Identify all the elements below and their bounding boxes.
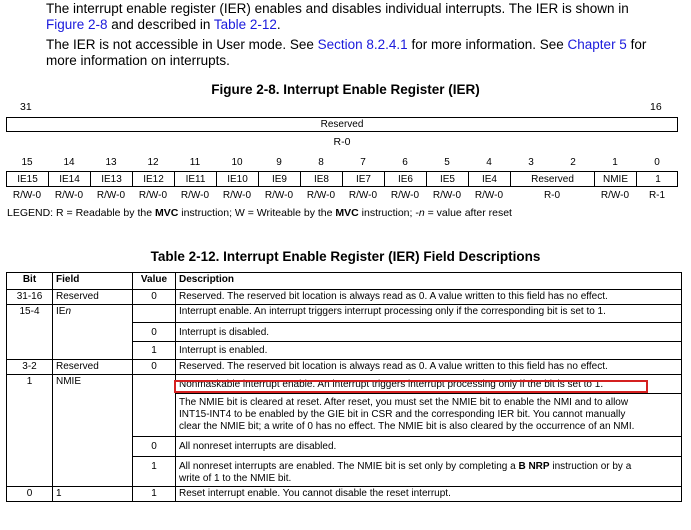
register-field: IE13 — [91, 172, 133, 186]
register-field: Reserved — [511, 172, 595, 186]
field-access: R/W-0 — [474, 190, 504, 201]
field-access: R/W-0 — [138, 190, 168, 201]
lower-access-row — [6, 190, 678, 204]
cell-field — [53, 394, 133, 437]
cell-field: NMIE — [53, 375, 133, 394]
header-value: Value — [133, 273, 176, 290]
figure-2-8-link[interactable]: Figure 2-8 — [46, 17, 108, 32]
legend-text: instruction; - — [358, 207, 419, 219]
table-header-row — [7, 273, 682, 290]
intro-paragraph-2 — [46, 37, 666, 69]
intro-text: . — [276, 17, 281, 32]
cell-description: Interrupt is enabled. — [176, 342, 682, 360]
bit-number: 11 — [189, 157, 201, 168]
legend-text: n — [418, 207, 425, 219]
register-field: 1 — [655, 173, 661, 185]
cell-value — [133, 375, 176, 394]
cell-bit: 15-4 — [7, 305, 53, 323]
register-field: IE11 — [175, 172, 217, 186]
cell-field — [53, 342, 133, 360]
cell-description: Reserved. The reserved bit location is always read as 0. A value written to this field has no effect. — [176, 290, 682, 305]
register-field: IE15 — [7, 172, 49, 186]
table-row — [7, 290, 682, 305]
bit-number: 12 — [147, 157, 159, 168]
bit-number: 9 — [276, 157, 282, 168]
figure-legend — [7, 207, 512, 219]
bit-number: 3 — [528, 157, 534, 168]
legend-text: MVC — [154, 207, 179, 219]
desc-line: clear the NMIE bit; a write of 0 has no effect. The NMIE bit is also cleared by the occurrence of an NMI. — [179, 421, 635, 432]
table-row — [7, 437, 682, 457]
cell-description — [176, 394, 682, 437]
cell-value: 0 — [133, 360, 176, 375]
legend-text: MVC — [335, 207, 359, 219]
cell-value — [133, 305, 176, 323]
cell-value — [133, 394, 176, 437]
bit-number: 15 — [21, 157, 33, 168]
cell-description: All nonreset interrupts are disabled. — [176, 437, 682, 457]
cell-bit — [7, 323, 53, 342]
cell-bit: 3-2 — [7, 360, 53, 375]
cell-field: 1 — [53, 487, 133, 502]
intro-text: for more information. See — [407, 37, 568, 52]
bit-label-31: 31 — [20, 101, 32, 113]
cell-bit — [7, 342, 53, 360]
highlight-box — [174, 380, 648, 393]
cell-description: Interrupt enable. An interrupt triggers interrupt processing only if the corresponding bit is set to 1. — [176, 305, 682, 323]
table-row — [7, 394, 682, 437]
bit-number: 13 — [105, 157, 117, 168]
field-access: R/W-0 — [600, 190, 630, 201]
bit-number: 7 — [360, 157, 366, 168]
cell-description: Reserved. The reserved bit location is always read as 0. A value written to this field has no effect. — [176, 360, 682, 375]
legend-text: instruction; W = Writeable by the — [178, 207, 336, 219]
register-field: IE6 — [385, 172, 427, 186]
bit-number: 6 — [402, 157, 408, 168]
bit-number: 8 — [318, 157, 324, 168]
register-field: IE9 — [259, 172, 301, 186]
field-access: R-1 — [648, 190, 666, 201]
intro-paragraph-1 — [46, 1, 666, 33]
table-row — [7, 323, 682, 342]
field-access: R/W-0 — [12, 190, 42, 201]
field-access: R/W-0 — [222, 190, 252, 201]
bit-label-16: 16 — [650, 101, 662, 113]
table-row — [7, 360, 682, 375]
desc-line: The NMIE bit is cleared at reset. After reset, you must set the NMIE bit to enable the NMI and to allow — [179, 397, 629, 408]
bit-number: 4 — [486, 157, 492, 168]
header-description: Description — [176, 273, 682, 290]
cell-bit: 0 — [7, 487, 53, 502]
intro-text: and described in — [107, 17, 214, 32]
cell-description: Nonmaskable interrupt enable. An interrupt triggers interrupt processing only if the bit is set to 1. — [176, 375, 682, 394]
register-field: IE5 — [427, 172, 469, 186]
field-access: R/W-0 — [348, 190, 378, 201]
table-row — [7, 487, 682, 502]
cell-field — [53, 437, 133, 457]
field-access: R/W-0 — [432, 190, 462, 201]
field-text: n — [65, 306, 72, 317]
legend-text: LEGEND: R = Readable by the — [7, 207, 155, 219]
legend-text: = value after reset — [424, 207, 512, 219]
bit-number: 2 — [570, 157, 576, 168]
register-field: IE12 — [133, 172, 175, 186]
cell-bit — [7, 437, 53, 457]
cell-value: 1 — [133, 457, 176, 487]
section-8-2-4-1-link[interactable]: Section 8.2.4.1 — [317, 37, 408, 52]
header-field: Field — [53, 273, 133, 290]
register-field: IE8 — [301, 172, 343, 186]
cell-value: 0 — [133, 290, 176, 305]
intro-text: The IER is not accessible in User mode. See — [46, 37, 318, 52]
cell-field — [53, 305, 133, 323]
desc-text: B NRP — [518, 461, 550, 472]
table-row — [7, 457, 682, 487]
bit-number: 1 — [612, 157, 618, 168]
cell-description: Reset interrupt enable. You cannot disable the reset interrupt. — [176, 487, 682, 502]
desc-line: write of 1 to the NMIE bit. — [179, 473, 292, 484]
register-field: NMIE — [595, 172, 637, 186]
field-label: Reserved — [320, 119, 364, 130]
cell-description — [176, 457, 682, 487]
desc-text: All nonreset interrupts are enabled. The NMIE bit is set only by completing a — [179, 461, 519, 472]
cell-field — [53, 323, 133, 342]
intro-text: The interrupt enable register (IER) enables and disables individual interrupts. The IER is shown in — [46, 1, 629, 16]
table-row — [7, 342, 682, 360]
figure-title: Figure 2-8. Interrupt Enable Register (IER) — [211, 82, 480, 97]
cell-bit: 31-16 — [7, 290, 53, 305]
cell-bit — [7, 394, 53, 437]
cell-field: Reserved — [53, 360, 133, 375]
register-upper-reserved — [6, 117, 678, 132]
field-access: R/W-0 — [264, 190, 294, 201]
bit-number: 5 — [444, 157, 450, 168]
field-access: R/W-0 — [54, 190, 84, 201]
intro-text: more information on interrupts. — [46, 53, 230, 68]
register-lower — [6, 171, 678, 187]
table-title: Table 2-12. Interrupt Enable Register (IER) Field Descriptions — [150, 249, 541, 264]
field-text: IE — [56, 306, 66, 317]
field-access: R/W-0 — [390, 190, 420, 201]
cell-field — [53, 457, 133, 487]
bit-number: 14 — [63, 157, 75, 168]
cell-value: 1 — [133, 342, 176, 360]
upper-access: R-0 — [333, 136, 351, 148]
cell-value: 0 — [133, 437, 176, 457]
register-field: IE4 — [469, 172, 511, 186]
lower-bit-numbers — [6, 157, 678, 171]
field-access: R/W-0 — [180, 190, 210, 201]
header-bit: Bit — [7, 273, 53, 290]
cell-bit — [7, 457, 53, 487]
field-access: R/W-0 — [96, 190, 126, 201]
table-row — [7, 305, 682, 323]
intro-text: for — [626, 37, 647, 52]
cell-bit: 1 — [7, 375, 53, 394]
chapter-5-link[interactable]: Chapter 5 — [567, 37, 627, 52]
register-field: IE7 — [343, 172, 385, 186]
desc-line: INT15-INT4 to be enabled by the GIE bit in CSR and the corresponding IER bit. You cannot manually — [179, 409, 626, 420]
table-2-12-link[interactable]: Table 2-12 — [213, 17, 277, 32]
field-access: R-0 — [543, 190, 561, 201]
bit-number: 0 — [654, 157, 660, 168]
cell-field: Reserved — [53, 290, 133, 305]
cell-description: Interrupt is disabled. — [176, 323, 682, 342]
bit-number: 10 — [231, 157, 243, 168]
register-field: IE14 — [49, 172, 91, 186]
cell-value: 1 — [133, 487, 176, 502]
cell-value: 0 — [133, 323, 176, 342]
desc-text: instruction or by a — [549, 461, 632, 472]
field-access: R/W-0 — [306, 190, 336, 201]
register-field: IE10 — [217, 172, 259, 186]
